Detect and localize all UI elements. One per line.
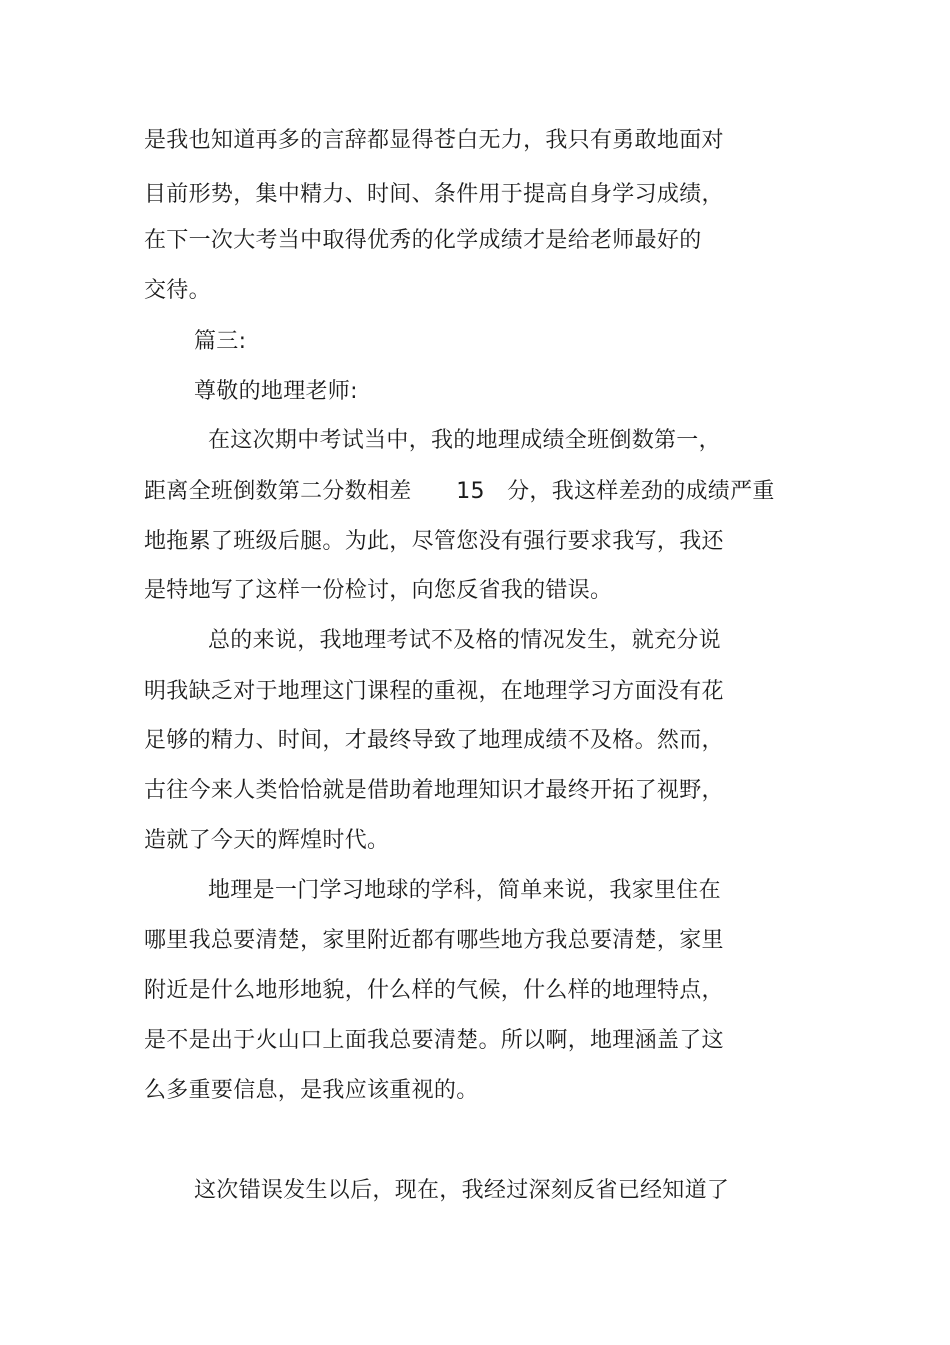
text-line-14: 古往今来人类恰恰就是借助着地理知识才最终开拓了视野， <box>144 778 724 803</box>
salutation: 尊敬的地理老师: <box>194 379 358 404</box>
text-line-18: 附近是什么地形地貌，什么样的气候，什么样的地理特点， <box>144 978 724 1003</box>
text-line-12: 明我缺乏对于地理这门课程的重视，在地理学习方面没有花 <box>144 679 724 704</box>
text-line-20: 么多重要信息，是我应该重视的。 <box>144 1078 479 1103</box>
text-line-8: 距离全班倒数第二分数相差 15 分，我这样差劲的成绩严重 <box>144 479 775 504</box>
text-line-10: 是特地写了这样一份检讨，向您反省我的错误。 <box>144 578 613 603</box>
section-heading: 篇三: <box>194 329 247 354</box>
text-line-11: 总的来说，我地理考试不及格的情况发生，就充分说 <box>208 628 721 653</box>
text-line-15: 造就了今天的辉煌时代。 <box>144 828 390 853</box>
text-line-1: 是我也知道再多的言辞都显得苍白无力，我只有勇敢地面对 <box>144 128 724 153</box>
text-line-3: 在下一次大考当中取得优秀的化学成绩才是给老师最好的 <box>144 228 702 253</box>
text-line-19: 是不是出于火山口上面我总要清楚。所以啊，地理涵盖了这 <box>144 1028 724 1053</box>
text-line-16: 地理是一门学习地球的学科，简单来说，我家里住在 <box>208 878 721 903</box>
text-line-2: 目前形势，集中精力、时间、条件用于提高自身学习成绩， <box>144 182 724 207</box>
text-line-4: 交待。 <box>144 278 211 303</box>
text-line-17: 哪里我总要清楚，家里附近都有哪些地方我总要清楚，家里 <box>144 928 724 953</box>
text-line-21: 这次错误发生以后，现在，我经过深刻反省已经知道了 <box>194 1178 730 1203</box>
text-line-13: 足够的精力、时间，才最终导致了地理成绩不及格。然而， <box>144 728 724 753</box>
text-line-9: 地拖累了班级后腿。为此，尽管您没有强行要求我写，我还 <box>144 529 724 554</box>
text-line-7: 在这次期中考试当中，我的地理成绩全班倒数第一， <box>208 428 721 453</box>
